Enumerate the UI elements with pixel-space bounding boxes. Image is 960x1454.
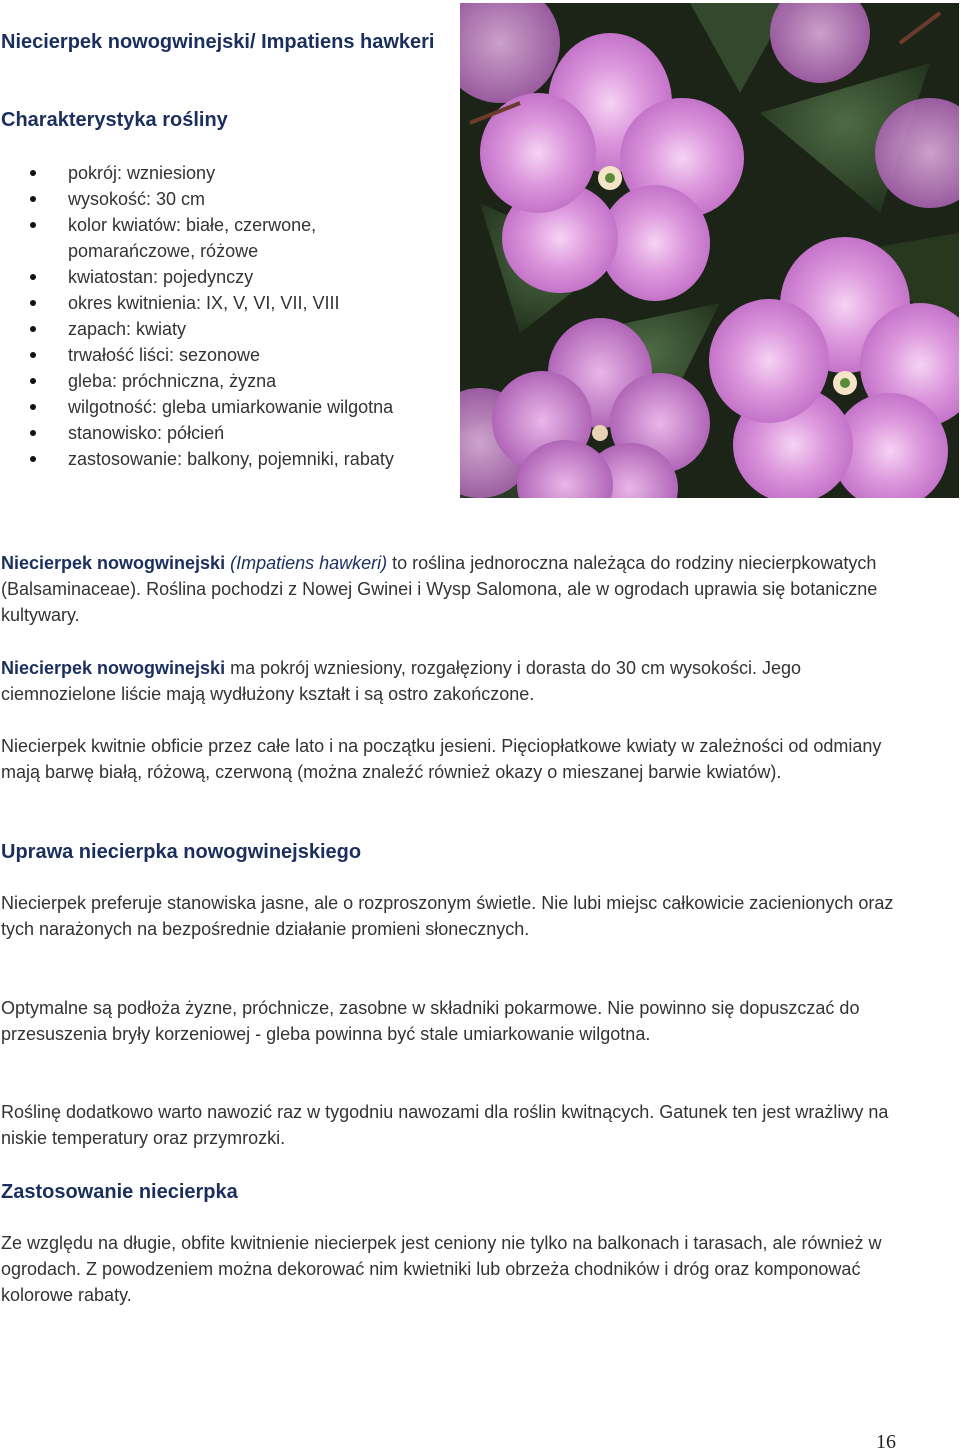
characteristic-item: trwałość liści: sezonowe <box>20 342 440 368</box>
intro-paragraph <box>1 550 901 628</box>
page-number: 16 <box>876 1431 896 1453</box>
cultivation-paragraph-soil: Optymalne są podłoża żyzne, próchnicze, zasobne w składniki pokarmowe. Nie powinno się dopuszczać do przesuszenia bryły korzeniowej - gleba powinna być stale umiarkowanie wilgotna. <box>1 998 860 1044</box>
characteristic-item: kolor kwiatów: białe, czerwone, pomarańczowe, różowe <box>20 212 440 264</box>
impatiens-flower-photo <box>460 3 959 498</box>
characteristic-item: gleba: próchniczna, żyzna <box>20 368 440 394</box>
characteristic-item: zapach: kwiaty <box>20 316 440 342</box>
characteristics-heading: Charakterystyka rośliny <box>1 109 228 131</box>
characteristic-item: wysokość: 30 cm <box>20 186 440 212</box>
characteristic-item: kwiatostan: pojedynczy <box>20 264 440 290</box>
intro-paragraph-text: to roślina jednoroczna należąca do rodziny niecierpkowatych (Balsaminaceae). Roślina pochodzi z Nowej Gwinei i Wysp Salomona, ale w ogrodach uprawia się botaniczne kultywary. <box>1 553 878 625</box>
characteristic-item: wilgotność: gleba umiarkowanie wilgotna <box>20 394 440 420</box>
page-title: Niecierpek nowogwinejski/ Impatiens hawkeri <box>1 31 435 53</box>
species-name: Niecierpek nowogwinejski <box>1 553 226 573</box>
characteristic-item: zastosowanie: balkony, pojemniki, rabaty <box>20 446 440 472</box>
habit-paragraph-text: ma pokrój wzniesiony, rozgałęziony i dorasta do 30 cm wysokości. Jego ciemnozielone liście mają wydłużony kształt i są ostro zakończone. <box>1 658 802 704</box>
characteristics-list <box>20 160 440 472</box>
characteristic-item: pokrój: wzniesiony <box>20 160 440 186</box>
habit-paragraph <box>1 655 901 707</box>
usage-heading: Zastosowanie niecierpka <box>1 1181 238 1203</box>
characteristic-item: okres kwitnienia: IX, V, VI, VII, VIII <box>20 290 440 316</box>
cultivation-paragraph-light: Niecierpek preferuje stanowiska jasne, ale o rozproszonym świetle. Nie lubi miejsc całkowicie zacienionych oraz tych narażonych na bezpośrednie działanie promieni słonecznych. <box>1 893 894 939</box>
characteristic-item: stanowisko: półcień <box>20 420 440 446</box>
bloom-paragraph: Niecierpek kwitnie obficie przez całe lato i na początku jesieni. Pięciopłatkowe kwiaty w zależności od odmiany mają barwę białą, różową, czerwoną (można znaleźć również okazy o mieszanej barwie kwiatów). <box>1 736 882 782</box>
cultivation-paragraph-fertilizer: Roślinę dodatkowo warto nawozić raz w tygodniu nawozami dla roślin kwitnących. Gatunek ten jest wrażliwy na niskie temperatury oraz przymrozki. <box>1 1102 889 1148</box>
latin-name: (Impatiens hawkeri) <box>230 553 388 573</box>
usage-paragraph: Ze względu na długie, obfite kwitnienie niecierpek jest ceniony nie tylko na balkonach i tarasach, ale również w ogrodach. Z powodzeniem można dekorować nim kwietniki lub obrzeża chodników i dróg oraz komponować kolorowe rabaty. <box>1 1233 882 1305</box>
cultivation-heading: Uprawa niecierpka nowogwinejskiego <box>1 841 362 863</box>
species-name: Niecierpek nowogwinejski <box>1 658 226 678</box>
